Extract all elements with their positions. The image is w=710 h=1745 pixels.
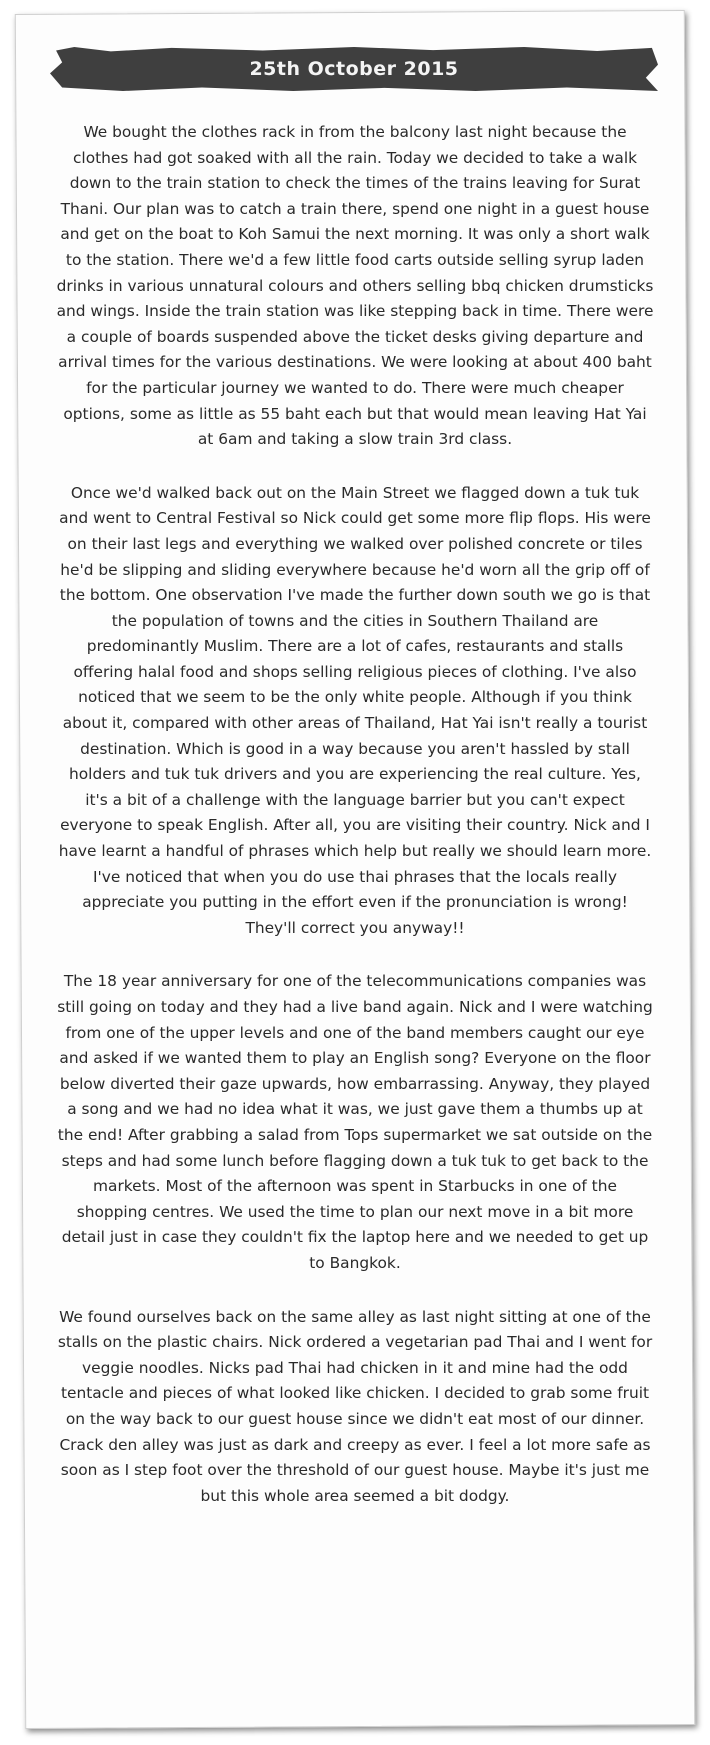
paragraph-1: We bought the clothes rack in from the balcony last night because the clothes had got soaked with all the rain. Today we decided to take a walk down to the train station to check the times of the trains leaving for Surat Thani. Our plan was to catch a train there, spend one night in a guest house and get on the boat to Koh Samui the next morning. It was only a short walk to the station. There we'd a few little food carts outside selling syrup laden drinks in various unnatural colours and others selling bbq chicken drumsticks and wings. Inside the train station was like stepping back in time. There were a couple of boards suspended above the ticket desks giving departure and arrival times for the various destinations. We were looking at about 400 baht for the particular journey we wanted to do. There were much cheaper options, some as little as 55 baht each but that would mean leaving Hat Yai at 6am and taking a slow train 3rd class. xyxy=(56,123,654,449)
entry-date: 25th October 2015 xyxy=(249,58,459,80)
entry-body xyxy=(56,120,654,1537)
paragraph-3: The 18 year anniversary for one of the telecommunications companies was still going on today and they had a live band again. Nick and I were watching from one of the upper levels and one of the band members caught our eye and asked if we wanted them to play an English song? Everyone on the floor below diverted their gaze upwards, how embarrassing. Anyway, they played a song and we had no idea what it was, we just gave them a thumbs up at the end! After grabbing a salad from Tops supermarket we sat outside on the steps and had some lunch before flagging down a tuk tuk to get back to the markets. Most of the afternoon was spent in Starbucks in one of the shopping centres. We used the time to plan our next move in a bit more detail just in case they couldn't fix the laptop here and we needed to get up to Bangkok. xyxy=(57,972,653,1272)
paragraph-4: We found ourselves back on the same alley as last night sitting at one of the stalls on the plastic chairs. Nick ordered a vegetarian pad Thai and I went for veggie noodles. Nicks pad Thai had chicken in it and mine had the odd tentacle and pieces of what looked like chicken. I decided to grab some fruit on the way back to our guest house since we didn't eat most of our dinner. Crack den alley was just as dark and creepy as ever. I feel a lot more safe as soon as I step foot over the threshold of our guest house. Maybe it's just me but this whole area seemed a bit dodgy. xyxy=(57,1307,653,1505)
paragraph-2: Once we'd walked back out on the Main Street we flagged down a tuk tuk and went to Central Festival so Nick could get some more flip flops. His were on their last legs and everything we walked over polished concrete or tiles he'd be slipping and sliding everywhere because he'd worn all the grip off of the bottom. One observation I've made the further down south we go is that the population of towns and the cities in Southern Thailand are predominantly Muslim. There are a lot of cafes, restaurants and stalls offering halal food and shops selling religious pieces of clothing. I've also noticed that we seem to be the only white people. Although if you think about it, compared with other areas of Thailand, Hat Yai isn't really a tourist destination. Which is good in a way because you aren't hassled by stall holders and tuk tuk drivers and you are experiencing the real culture. Yes, it's a bit of a challenge with the language barrier but you can't expect everyone to speak English. After all, you are visiting their country. Nick and I have learnt a handful of phrases which help but really we should learn more. I've noticed that when you do use thai phrases that the locals really appreciate you putting in the effort even if the pronunciation is wrong! They'll correct you anyway!! xyxy=(58,483,652,937)
